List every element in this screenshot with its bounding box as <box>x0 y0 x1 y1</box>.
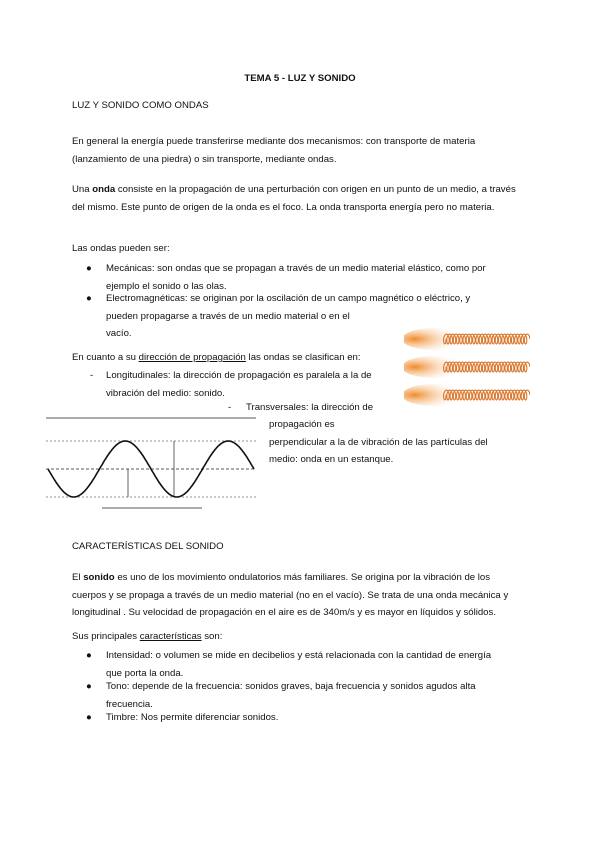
list-item-transversales: - Transversales: la dirección de <box>228 399 373 417</box>
page-title: TEMA 5 - LUZ Y SONIDO <box>244 73 356 84</box>
underlined-direccion: dirección de propagación <box>138 352 246 363</box>
bullet-icon: ● <box>86 712 92 723</box>
list-item-longitudinales: - Longitudinales: la dirección de propagación es paralela a la de vibración del medio: sonido. <box>72 367 436 402</box>
bold-sonido: sonido <box>83 572 115 583</box>
bullet-icon: ● <box>86 650 92 661</box>
dash-marker: - <box>228 402 232 413</box>
paragraph-energy-transfer: En general la energía puede transferirse mediante dos mecanismos: con transporte de materia (lanzamiento de una piedra) o sin transporte, mediante ondas. <box>72 136 476 165</box>
wave-types-intro: Las ondas pueden ser: <box>72 243 170 254</box>
bullet-icon: ● <box>86 293 92 304</box>
dash-marker: - <box>90 370 94 381</box>
section-heading-luz-sonido: LUZ Y SONIDO COMO ONDAS <box>72 100 209 111</box>
paragraph-sound-definition: El sonido es uno de los movimiento ondulatorios más familiares. Se origina por la vibración de los cuerpos y se propaga a través de un medio material (no en el vacío). Se trata de una onda mecánica y longitudinal . Su velocidad de propagación en el aire es de 340m/s y es mayor en líquidos y sólidos. <box>72 572 509 618</box>
transversales-continuation: propagación es perpendicular a la de vibración de las partículas del medio: onda en un estanque. <box>269 419 488 465</box>
paragraph-wave-definition: Una onda consiste en la propagación de una perturbación con origen en un punto de un medio, a través del mismo. Este punto de origen de la onda es el foco. La onda transporta energía pero no materia. <box>72 184 516 213</box>
transverse-wave-diagram <box>44 408 266 528</box>
propagation-direction-intro: En cuanto a su dirección de propagación las ondas se clasifican en: <box>72 352 361 363</box>
list-item-mecanicas: ● Mecánicas: son ondas que se propagan a través de un medio material elástico, como por ejemplo el sonido o las olas. <box>72 260 526 295</box>
list-item-tono: ● Tono: depende de la frecuencia: sonidos graves, baja frecuencia y sonidos agudos alta frecuencia. <box>72 678 546 713</box>
section-heading-caracteristicas: CARACTERÍSTICAS DEL SONIDO <box>72 541 224 552</box>
bullet-icon: ● <box>86 681 92 692</box>
characteristics-intro: Sus principales características son: <box>72 631 223 642</box>
list-item-intensidad: ● Intensidad: o volumen se mide en decibelios y está relacionada con la cantidad de energía que porta la onda. <box>72 647 546 682</box>
spring-row-1 <box>404 328 530 350</box>
list-item-timbre: ● Timbre: Nos permite diferenciar sonidos. <box>72 709 546 727</box>
underlined-caracteristicas: características <box>139 631 202 642</box>
list-item-electromagneticas: ● Electromagnéticas: se originan por la oscilación de un campo magnético o eléctrico, y pueden propagarse a través de un medio material o en el vacío. <box>72 290 526 343</box>
bold-onda: onda <box>92 184 116 195</box>
bullet-icon: ● <box>86 263 92 274</box>
